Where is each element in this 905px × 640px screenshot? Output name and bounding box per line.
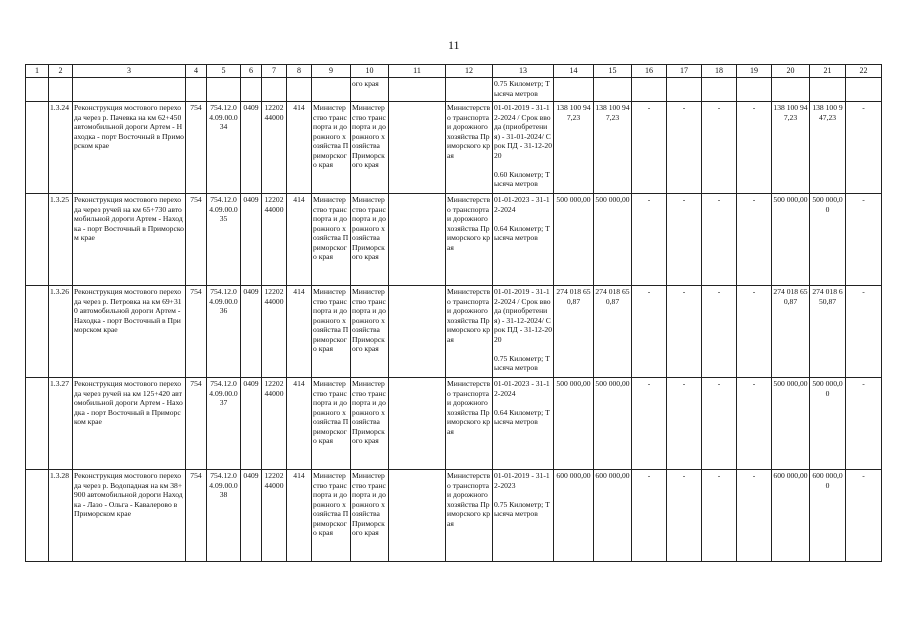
cell bbox=[667, 78, 702, 102]
cell bbox=[846, 78, 882, 102]
cell: Министерство транспорта и дорожного хозяйства Приморского края bbox=[446, 102, 493, 194]
cell: Министерство транспорта и дорожного хозяйства Приморского края bbox=[312, 378, 351, 470]
cell: - bbox=[846, 470, 882, 562]
cell: 754.12.04.09.00.035 bbox=[207, 194, 241, 286]
table-row bbox=[26, 102, 882, 194]
cell: 500 000,00 bbox=[810, 194, 846, 286]
table-row bbox=[26, 378, 882, 470]
cell: 754.12.04.09.00.036 bbox=[207, 286, 241, 378]
cell: 500 000,00 bbox=[594, 378, 632, 470]
cell: 0409 bbox=[241, 102, 262, 194]
cell: 414 bbox=[287, 102, 312, 194]
col-header: 4 bbox=[186, 65, 207, 78]
col-header: 8 bbox=[287, 65, 312, 78]
cell: Министерство транспорта и дорожного хозяйства Приморского края bbox=[446, 286, 493, 378]
cell: - bbox=[737, 470, 772, 562]
cell bbox=[186, 78, 207, 102]
cell: - bbox=[702, 102, 737, 194]
cell: - bbox=[737, 378, 772, 470]
cell: Министерство транспорта и дорожного хозяйства Приморского края bbox=[351, 378, 389, 470]
cell: Министерство транспорта и дорожного хозяйства Приморского края bbox=[312, 102, 351, 194]
col-header: 22 bbox=[846, 65, 882, 78]
col-header: 3 bbox=[73, 65, 186, 78]
object-name: Реконструкция мостового перехода через ручей на км 125+420 автомобильной дороги Артем - Находка - порт Восточный в Приморском крае bbox=[73, 378, 186, 470]
cell: 01-01-2023 - 31-12-2024 0.64 Километр; Тысяча метров bbox=[493, 378, 554, 470]
col-header: 14 bbox=[554, 65, 594, 78]
cell: - bbox=[737, 286, 772, 378]
col-header: 15 bbox=[594, 65, 632, 78]
col-header: 20 bbox=[772, 65, 810, 78]
cell: - bbox=[702, 286, 737, 378]
cell: 500 000,00 bbox=[554, 194, 594, 286]
cell: 500 000,00 bbox=[772, 194, 810, 286]
cell bbox=[389, 470, 446, 562]
cell bbox=[73, 78, 186, 102]
cell: Министерство транспорта и дорожного хозяйства Приморского края bbox=[351, 286, 389, 378]
cell: - bbox=[667, 378, 702, 470]
cell: - bbox=[632, 378, 667, 470]
cell: ого края bbox=[351, 78, 389, 102]
cell: Министерство транспорта и дорожного хозяйства Приморского края bbox=[351, 470, 389, 562]
row-number: 1.3.24 bbox=[49, 102, 73, 194]
cell: - bbox=[737, 194, 772, 286]
cell: 754 bbox=[186, 286, 207, 378]
cell: 01-01-2019 - 31-12-2024 / Срок ввода (приобретения) - 31-01-2024/ Срок ПД - 31-12-2020 0.60 Километр; Тысяча метров bbox=[493, 102, 554, 194]
col-header: 19 bbox=[737, 65, 772, 78]
row-number: 1.3.27 bbox=[49, 378, 73, 470]
col-header: 5 bbox=[207, 65, 241, 78]
cell: 754 bbox=[186, 194, 207, 286]
cell bbox=[389, 194, 446, 286]
cell: 1220244000 bbox=[262, 102, 287, 194]
col-header: 21 bbox=[810, 65, 846, 78]
col-header: 11 bbox=[389, 65, 446, 78]
cell: - bbox=[846, 378, 882, 470]
cell: - bbox=[846, 286, 882, 378]
cell: 0409 bbox=[241, 470, 262, 562]
col-header: 10 bbox=[351, 65, 389, 78]
cell: - bbox=[846, 194, 882, 286]
cell bbox=[389, 286, 446, 378]
cell bbox=[26, 102, 49, 194]
cell: 138 100 947,23 bbox=[772, 102, 810, 194]
cell bbox=[262, 78, 287, 102]
cell: 754 bbox=[186, 470, 207, 562]
cell bbox=[26, 470, 49, 562]
row-number: 1.3.28 bbox=[49, 470, 73, 562]
object-name: Реконструкция мостового перехода через р. Водопадная на км 38+900 автомобильной дороги Находка - Лазо - Ольга - Кавалерово в Приморском крае bbox=[73, 470, 186, 562]
cell bbox=[632, 78, 667, 102]
cell: 414 bbox=[287, 470, 312, 562]
table-row bbox=[26, 286, 882, 378]
cell: 754.12.04.09.00.034 bbox=[207, 102, 241, 194]
register-table bbox=[25, 64, 882, 562]
continuation-row bbox=[26, 78, 882, 102]
cell: 0409 bbox=[241, 286, 262, 378]
cell bbox=[26, 378, 49, 470]
cell: 754 bbox=[186, 378, 207, 470]
cell: 754.12.04.09.00.037 bbox=[207, 378, 241, 470]
cell bbox=[26, 286, 49, 378]
cell: 600 000,00 bbox=[594, 470, 632, 562]
cell: 1220244000 bbox=[262, 378, 287, 470]
col-header: 16 bbox=[632, 65, 667, 78]
cell: - bbox=[702, 470, 737, 562]
cell: - bbox=[846, 102, 882, 194]
cell bbox=[26, 78, 49, 102]
cell: 414 bbox=[287, 378, 312, 470]
col-header: 13 bbox=[493, 65, 554, 78]
col-header: 12 bbox=[446, 65, 493, 78]
cell: 01-01-2019 - 31-12-2024 / Срок ввода (приобретения) - 31-12-2024/ Срок ПД - 31-12-2020 0.75 Километр; Тысяча метров bbox=[493, 286, 554, 378]
cell: - bbox=[632, 102, 667, 194]
col-header: 7 bbox=[262, 65, 287, 78]
cell bbox=[241, 78, 262, 102]
row-number: 1.3.26 bbox=[49, 286, 73, 378]
col-header: 17 bbox=[667, 65, 702, 78]
cell bbox=[446, 78, 493, 102]
object-name: Реконструкция мостового перехода через ручей на км 65+730 автомобильной дороги Артем - Находка - порт Восточный в Приморском крае bbox=[73, 194, 186, 286]
row-number: 1.3.25 bbox=[49, 194, 73, 286]
cell: Министерство транспорта и дорожного хозяйства Приморского края bbox=[312, 286, 351, 378]
cell: 274 018 650,87 bbox=[554, 286, 594, 378]
cell bbox=[389, 78, 446, 102]
cell: - bbox=[632, 194, 667, 286]
cell: 1220244000 bbox=[262, 194, 287, 286]
cell: 274 018 650,87 bbox=[594, 286, 632, 378]
col-header: 2 bbox=[49, 65, 73, 78]
cell: 274 018 650,87 bbox=[772, 286, 810, 378]
cell: - bbox=[632, 286, 667, 378]
cell bbox=[810, 78, 846, 102]
cell bbox=[737, 78, 772, 102]
table-row bbox=[26, 470, 882, 562]
cell bbox=[772, 78, 810, 102]
cell: 600 000,00 bbox=[554, 470, 594, 562]
cell: Министерство транспорта и дорожного хозяйства Приморского края bbox=[446, 378, 493, 470]
cell bbox=[389, 378, 446, 470]
cell: - bbox=[667, 286, 702, 378]
cell: - bbox=[632, 470, 667, 562]
cell: 500 000,00 bbox=[554, 378, 594, 470]
column-number-row bbox=[26, 65, 882, 78]
cell: 414 bbox=[287, 194, 312, 286]
col-header: 6 bbox=[241, 65, 262, 78]
page-number: 11 bbox=[448, 38, 460, 52]
cell bbox=[594, 78, 632, 102]
cell: 0409 bbox=[241, 194, 262, 286]
cell: - bbox=[737, 102, 772, 194]
object-name: Реконструкция мостового перехода через р. Петровка на км 69+310 автомобильной дороги Артем - Находка - порт Восточный в Приморском крае bbox=[73, 286, 186, 378]
cell: Министерство транспорта и дорожного хозяйства Приморского края bbox=[351, 194, 389, 286]
cell: 600 000,00 bbox=[810, 470, 846, 562]
cell bbox=[389, 102, 446, 194]
cell: 0409 bbox=[241, 378, 262, 470]
cell: 1220244000 bbox=[262, 470, 287, 562]
cell: 754 bbox=[186, 102, 207, 194]
col-header: 9 bbox=[312, 65, 351, 78]
col-header: 1 bbox=[26, 65, 49, 78]
cell bbox=[312, 78, 351, 102]
cell: Министерство транспорта и дорожного хозяйства Приморского края bbox=[312, 470, 351, 562]
object-name: Реконструкция мостового перехода через р. Пачевка на км 62+450 автомобильной дороги Артем - Находка - порт Восточный в Приморском крае bbox=[73, 102, 186, 194]
cell: - bbox=[667, 470, 702, 562]
cell: 500 000,00 bbox=[810, 378, 846, 470]
cell: 138 100 947,23 bbox=[554, 102, 594, 194]
cell: 01-01-2023 - 31-12-2024 0.64 Километр; Тысяча метров bbox=[493, 194, 554, 286]
cell: 01-01-2019 - 31-12-2023 0.75 Километр; Тысяча метров bbox=[493, 470, 554, 562]
cell: Министерство транспорта и дорожного хозяйства Приморского края bbox=[446, 194, 493, 286]
cell: 274 018 650,87 bbox=[810, 286, 846, 378]
cell: 414 bbox=[287, 286, 312, 378]
cell: 754.12.04.09.00.038 bbox=[207, 470, 241, 562]
cell bbox=[702, 78, 737, 102]
cell bbox=[26, 194, 49, 286]
cell bbox=[49, 78, 73, 102]
cell: 138 100 947,23 bbox=[594, 102, 632, 194]
cell: Министерство транспорта и дорожного хозяйства Приморского края bbox=[446, 470, 493, 562]
cell: - bbox=[667, 102, 702, 194]
col-header: 18 bbox=[702, 65, 737, 78]
cell: 500 000,00 bbox=[772, 378, 810, 470]
cell: - bbox=[702, 378, 737, 470]
cell: Министерство транспорта и дорожного хозяйства Приморского края bbox=[312, 194, 351, 286]
cell bbox=[207, 78, 241, 102]
cell: Министерство транспорта и дорожного хозяйства Приморского края bbox=[351, 102, 389, 194]
cell: 500 000,00 bbox=[594, 194, 632, 286]
cell: 0.75 Километр; Тысяча метров bbox=[493, 78, 554, 102]
table-row bbox=[26, 194, 882, 286]
cell bbox=[554, 78, 594, 102]
cell: 600 000,00 bbox=[772, 470, 810, 562]
cell: 138 100 947,23 bbox=[810, 102, 846, 194]
cell: - bbox=[702, 194, 737, 286]
cell: 1220244000 bbox=[262, 286, 287, 378]
cell: - bbox=[667, 194, 702, 286]
cell bbox=[287, 78, 312, 102]
